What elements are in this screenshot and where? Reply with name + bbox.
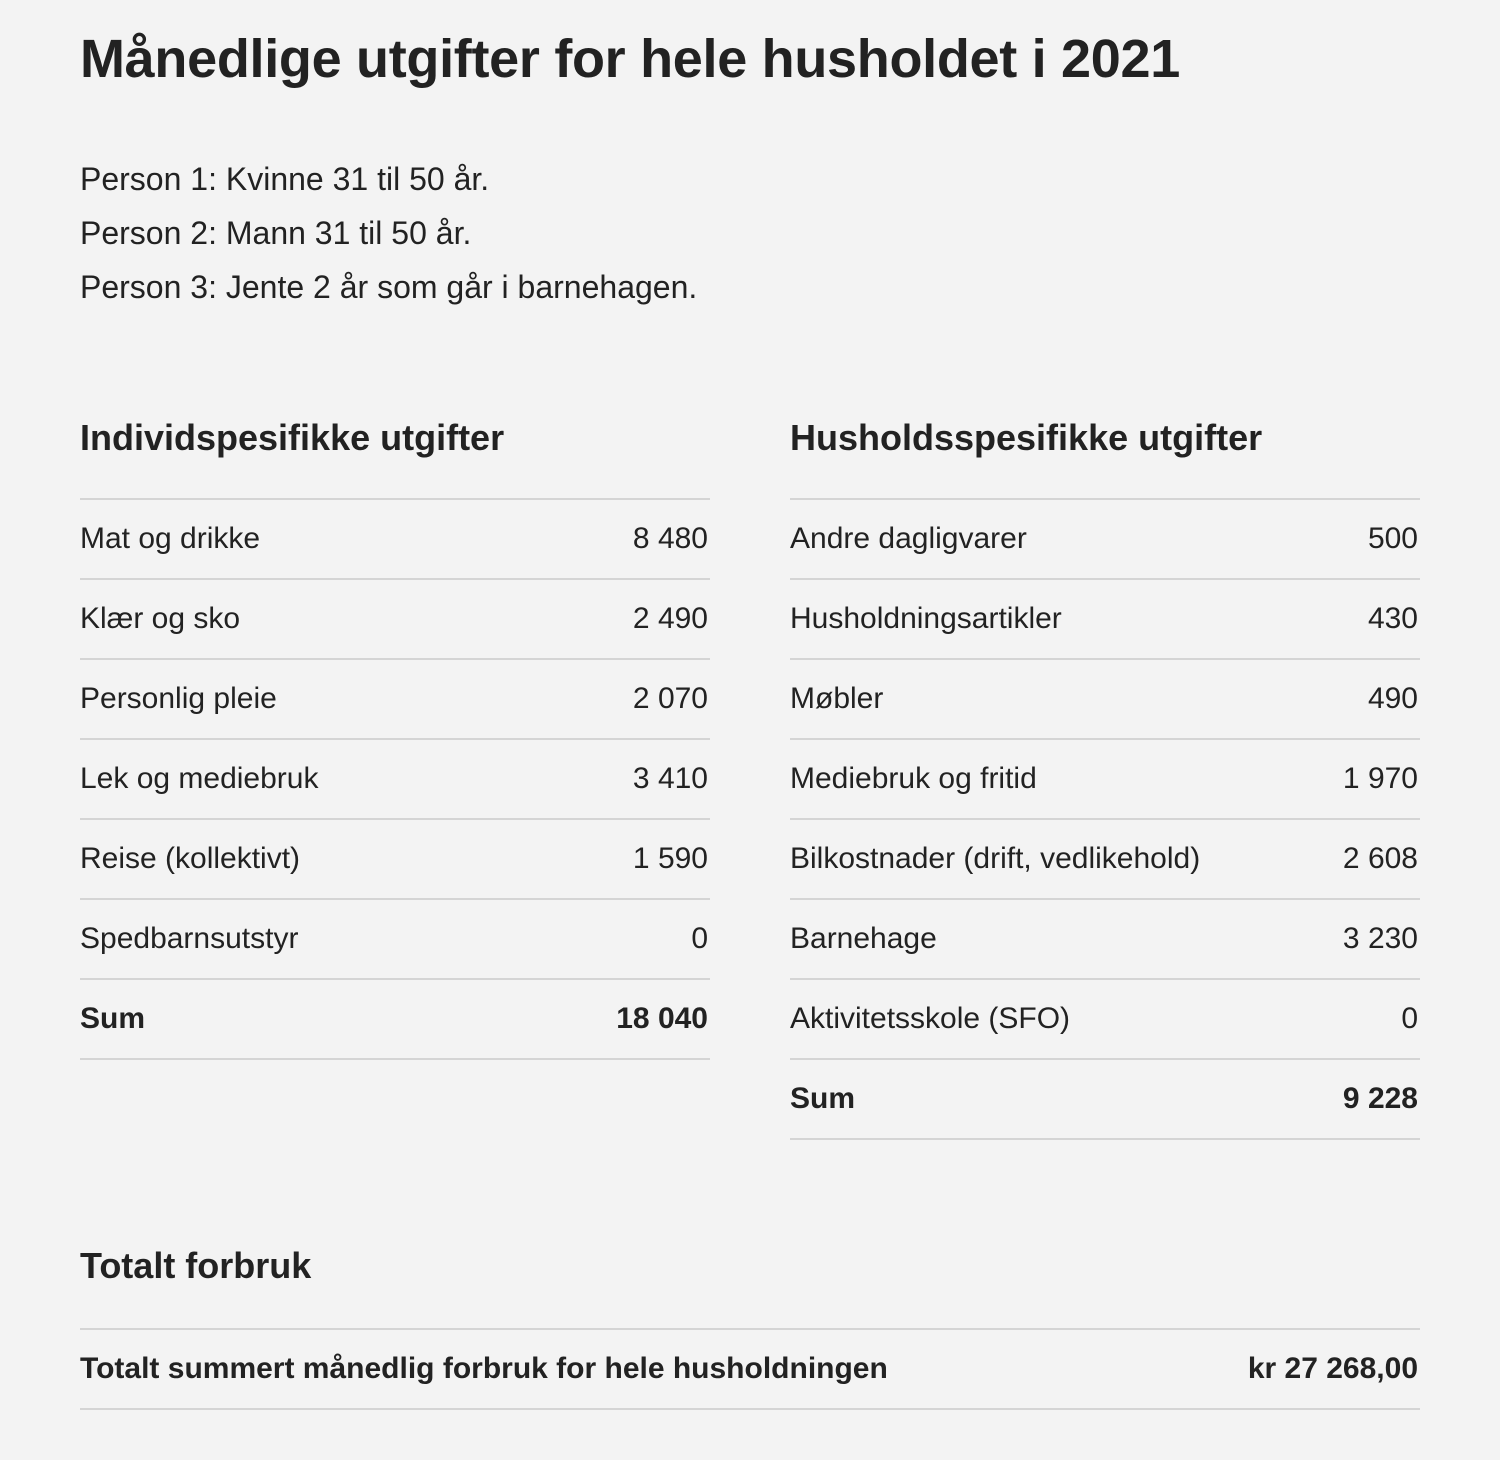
row-label: Møbler [790,659,1320,739]
table-row [80,659,710,739]
page-title: Månedlige utgifter for hele husholdet i 2021 [80,29,1180,89]
person-item: Person 1: Kvinne 31 til 50 år. [80,161,490,197]
row-label: Personlig pleie [80,659,532,739]
row-value: 490 [1320,659,1420,739]
row-label: Lek og mediebruk [80,739,532,819]
row-value: 0 [1320,979,1420,1059]
row-label: Mat og drikke [80,499,532,579]
sum-label: Sum [80,979,532,1059]
total-value: kr 27 268,00 [1185,1329,1420,1409]
row-value: 3 410 [532,739,710,819]
individual-expenses-table [80,498,710,1060]
table-row [80,819,710,899]
row-label: Mediebruk og fritid [790,739,1320,819]
total-table [80,1328,1420,1410]
row-value: 430 [1320,579,1420,659]
row-value: 8 480 [532,499,710,579]
table-row [790,659,1420,739]
sum-value: 18 040 [532,979,710,1059]
table-row [790,979,1420,1059]
row-label: Spedbarnsutstyr [80,899,532,979]
table-row [80,579,710,659]
table-row [790,899,1420,979]
row-label: Bilkostnader (drift, vedlikehold) [790,819,1320,899]
total-section [80,1244,1420,1385]
row-value: 2 608 [1320,819,1420,899]
row-label: Barnehage [790,899,1320,979]
row-value: 2 070 [532,659,710,739]
total-row [80,1329,1420,1409]
sum-value: 9 228 [1320,1059,1420,1139]
total-heading: Totalt forbruk [80,1245,312,1286]
row-value: 500 [1320,499,1420,579]
household-expenses-heading: Husholdsspesifikke utgifter [790,417,1263,458]
individual-expenses-heading: Individspesifikke utgifter [80,417,505,458]
row-label: Reise (kollektivt) [80,819,532,899]
table-row [790,499,1420,579]
row-label: Andre dagligvarer [790,499,1320,579]
sum-label: Sum [790,1059,1320,1139]
row-value: 0 [532,899,710,979]
row-value: 3 230 [1320,899,1420,979]
person-item: Person 2: Mann 31 til 50 år. [80,215,472,251]
table-row [790,819,1420,899]
sum-row [80,979,710,1059]
row-value: 2 490 [532,579,710,659]
row-label: Husholdningsartikler [790,579,1320,659]
table-row [80,499,710,579]
table-row [790,579,1420,659]
total-label: Totalt summert månedlig forbruk for hele husholdningen [80,1329,1185,1409]
household-expenses-table [790,498,1420,1140]
row-value: 1 970 [1320,739,1420,819]
table-row [790,739,1420,819]
person-item: Person 3: Jente 2 år som går i barnehagen. [80,269,698,305]
row-label: Klær og sko [80,579,532,659]
table-row [80,899,710,979]
row-label: Aktivitetsskole (SFO) [790,979,1320,1059]
person-list [80,152,697,314]
row-value: 1 590 [532,819,710,899]
sum-row [790,1059,1420,1139]
table-row [80,739,710,819]
